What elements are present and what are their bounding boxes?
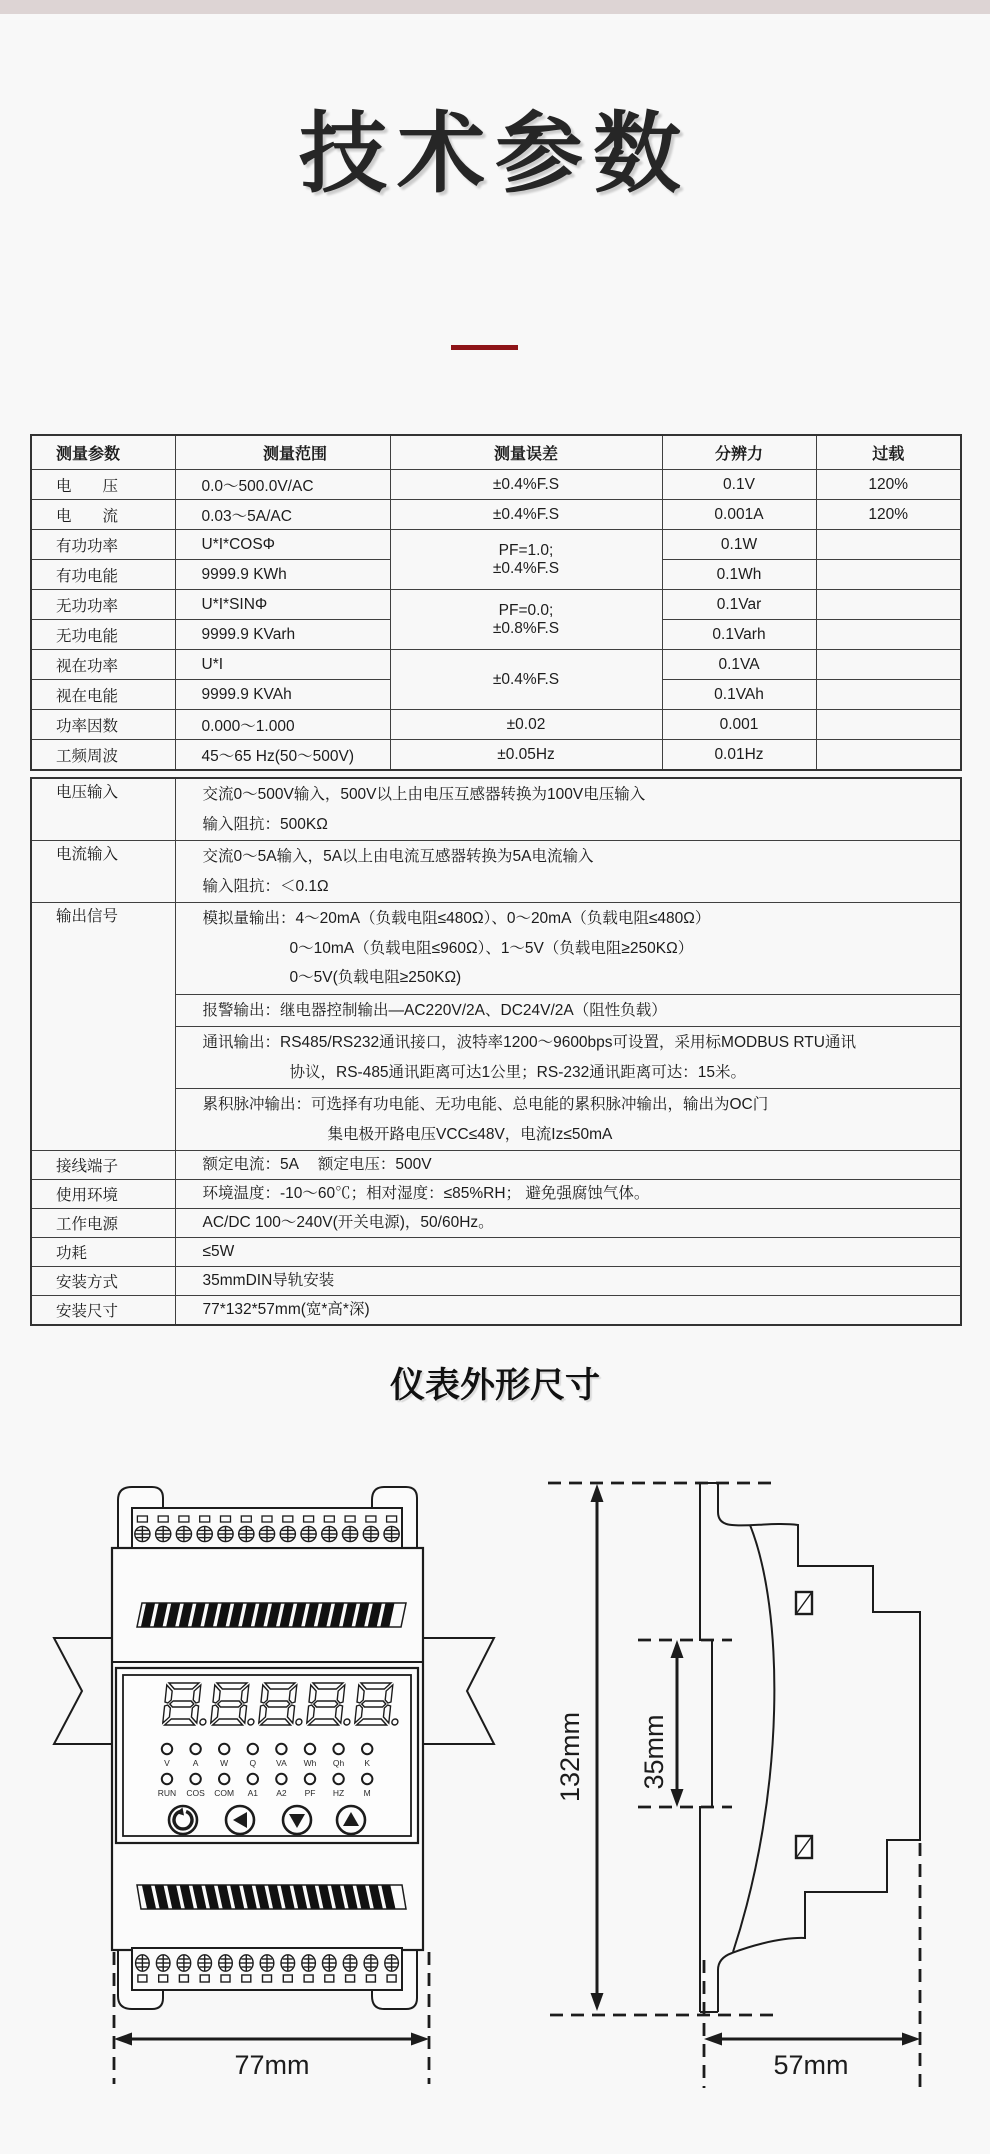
- cell-resolution: 0.1Varh: [662, 620, 816, 650]
- led-label: VA: [276, 1758, 287, 1768]
- spec-line: 输入阻抗：＜0.1Ω: [202, 877, 329, 895]
- cell-spec-value: [175, 841, 961, 903]
- din-rail-stub-left: [54, 1638, 112, 1744]
- cell-spec-value: [175, 903, 961, 995]
- spec-line: 累积脉冲输出：可选择有功电能、无功电能、总电能的累积脉冲输出，输出为OC门: [202, 1096, 769, 1113]
- led-label: K: [364, 1758, 371, 1768]
- cell-overload: [816, 650, 961, 680]
- error-line: PF=1.0;: [498, 541, 554, 559]
- cell-resolution: 0.1W: [662, 530, 816, 560]
- cell-spec-value: [175, 994, 961, 1027]
- cell-spec-label: 功耗: [31, 1238, 175, 1267]
- cell-range: U*I*SINΦ: [175, 590, 390, 620]
- cell-overload: 120%: [816, 470, 961, 500]
- cell-spec-label: 使用环境: [31, 1180, 175, 1209]
- width-dim-label: 77mm: [234, 2050, 310, 2080]
- cell-range: U*I: [175, 650, 390, 680]
- spec-line: 额定电流：5A 额定电压：500V: [202, 1156, 432, 1173]
- table-row: [31, 470, 961, 500]
- cell-resolution: 0.1Var: [662, 590, 816, 620]
- led-label: M: [363, 1788, 371, 1798]
- table-row: [31, 1151, 961, 1180]
- table-row: [31, 841, 961, 903]
- din-rail-stub-right: [423, 1638, 494, 1744]
- front-view: [54, 1487, 494, 2084]
- cell-overload: [816, 620, 961, 650]
- clip-window-bottom: [796, 1836, 812, 1858]
- cell-range: 9999.9 KVAh: [175, 680, 390, 710]
- height-dim-label: 132mm: [555, 1711, 585, 1803]
- table-row: [31, 1180, 961, 1209]
- table-row: [31, 1296, 961, 1326]
- table-row: [31, 740, 961, 771]
- rail-dim-label: 35mm: [639, 1714, 669, 1790]
- cell-resolution: 0.1VA: [662, 650, 816, 680]
- cell-spec-value: [175, 1267, 961, 1296]
- led-label: Wh: [303, 1758, 317, 1768]
- led-label: RUN: [157, 1788, 177, 1798]
- table-row: [31, 710, 961, 740]
- led-label: COM: [214, 1788, 235, 1798]
- col-header-range: 测量范围: [175, 435, 390, 470]
- page-title: 技术参数: [298, 104, 691, 203]
- cell-spec-label: 安装方式: [31, 1267, 175, 1296]
- led-label: A1: [247, 1788, 259, 1798]
- cell-spec-label: 电压输入: [31, 778, 175, 841]
- table-row: [31, 500, 961, 530]
- cell-spec-value: [175, 1151, 961, 1180]
- spec-line: 0～10mA（负载电阻≤960Ω）、1～5V（负载电阻≥250KΩ）: [289, 939, 694, 957]
- cell-error: ±0.4%F.S: [390, 500, 662, 530]
- cell-spec-value: [175, 1238, 961, 1267]
- table-row: [31, 903, 961, 995]
- led-label: PF: [304, 1788, 316, 1798]
- cell-resolution: 0.1V: [662, 470, 816, 500]
- cell-spec-value: [175, 1027, 961, 1089]
- cell-spec-label: 电流输入: [31, 841, 175, 903]
- table-header-row: [31, 435, 961, 470]
- spec-line: 集电极开路电压VCC≤48V，电流Iz≤50mA: [327, 1125, 613, 1143]
- bottom-terminal-block: [132, 1948, 402, 1990]
- cell-param: 视在电能: [31, 680, 175, 710]
- error-line: ±0.8%F.S: [492, 619, 560, 637]
- cell-resolution: 0.001: [662, 710, 816, 740]
- cell-spec-value: [175, 1089, 961, 1151]
- cell-overload: [816, 710, 961, 740]
- cell-param: 无功功率: [31, 590, 175, 620]
- cell-overload: [816, 560, 961, 590]
- spec-line: 0～5V(负载电阻≥250KΩ): [289, 969, 462, 986]
- top-terminal-block: [132, 1508, 402, 1548]
- led-label: HZ: [332, 1788, 345, 1798]
- cell-error: ±0.02: [390, 710, 662, 740]
- display-panel: [116, 1668, 418, 1843]
- spec-line: AC/DC 100～240V(开关电源)，50/60Hz。: [202, 1214, 494, 1231]
- cell-param: 有功功率: [31, 530, 175, 560]
- table-row: [31, 1267, 961, 1296]
- spec-line: 报警输出：继电器控制输出—AC220V/2A、DC24V/2A（阻性负载）: [202, 1001, 667, 1019]
- cell-spec-label: 工作电源: [31, 1209, 175, 1238]
- cell-param: 视在功率: [31, 650, 175, 680]
- cell-param: 工频周波: [31, 740, 175, 771]
- io-spec-table: [30, 777, 962, 1326]
- cell-spec-value: [175, 778, 961, 841]
- error-line: ±0.4%F.S: [492, 559, 560, 577]
- side-profile-body: [718, 1483, 920, 2012]
- cell-resolution: 0.001A: [662, 500, 816, 530]
- led-label: Qh: [332, 1758, 345, 1768]
- cell-overload: 120%: [816, 500, 961, 530]
- led-label: COS: [186, 1788, 205, 1798]
- table-row: [31, 1238, 961, 1267]
- led-label: A: [192, 1758, 199, 1768]
- dim-rail-35mm: [638, 1640, 732, 1807]
- table-row: [31, 778, 961, 841]
- cell-range: 0.03～5A/AC: [175, 500, 390, 530]
- spec-line: 交流0～500V输入，500V以上由电压互感器转换为100V电压输入: [202, 786, 646, 803]
- cell-spec-label: 接线端子: [31, 1151, 175, 1180]
- cell-spec-value: [175, 1180, 961, 1209]
- side-view: [548, 1483, 920, 2088]
- cell-error: ±0.4%F.S: [390, 470, 662, 500]
- col-header-error: 测量误差: [390, 435, 662, 470]
- cell-range: 0.000～1.000: [175, 710, 390, 740]
- top-strip: [0, 0, 990, 14]
- cell-range: U*I*COSΦ: [175, 530, 390, 560]
- cell-resolution: 0.01Hz: [662, 740, 816, 771]
- led-label: A2: [276, 1788, 287, 1798]
- side-profile-back: [700, 1483, 718, 2012]
- cell-spec-label: 安装尺寸: [31, 1296, 175, 1326]
- led-label: V: [164, 1758, 170, 1768]
- dimension-diagram: [30, 1440, 960, 2140]
- cell-range: 45～65 Hz(50～500V): [175, 740, 390, 771]
- spec-line: 77*132*57mm(宽*高*深): [202, 1301, 370, 1318]
- col-header-overload: 过载: [816, 435, 961, 470]
- depth-dim-label: 57mm: [773, 2050, 849, 2080]
- led-label: Q: [249, 1758, 257, 1768]
- cell-error-merged: [390, 590, 662, 650]
- spec-line: 协议，RS-485通讯距离可达1公里；RS-232通讯距离可达：15米。: [289, 1063, 746, 1081]
- cell-param: 电 压: [31, 470, 175, 500]
- spec-line: 输入阻抗：500KΩ: [202, 815, 328, 833]
- spec-line: 环境温度：-10～60℃；相对湿度：≤85%RH； 避免强腐蚀气体。: [202, 1185, 650, 1202]
- spec-line: ≤5W: [202, 1243, 235, 1260]
- spec-line: 35mmDIN导轨安装: [202, 1272, 335, 1289]
- col-header-resolution: 分辨力: [662, 435, 816, 470]
- cell-param: 无功电能: [31, 620, 175, 650]
- title-divider: [451, 345, 518, 350]
- cell-error-merged: [390, 530, 662, 590]
- cell-overload: [816, 680, 961, 710]
- cell-spec-value: [175, 1209, 961, 1238]
- table-row: [31, 650, 961, 680]
- error-line: PF=0.0;: [498, 601, 554, 619]
- cell-error: ±0.05Hz: [390, 740, 662, 771]
- cell-range: 9999.9 KVarh: [175, 620, 390, 650]
- cell-overload: [816, 530, 961, 560]
- spec-line: 通讯输出：RS485/RS232通讯接口，波特率1200～9600bps可设置，采用标MODBUS RTU通讯: [202, 1034, 856, 1051]
- section-title-dimensions: 仪表外形尺寸: [389, 1366, 600, 1405]
- measurement-parameters-table: [30, 434, 962, 771]
- col-header-param: 测量参数: [31, 435, 175, 470]
- cell-range: 9999.9 KWh: [175, 560, 390, 590]
- cell-resolution: 0.1Wh: [662, 560, 816, 590]
- cell-range: 0.0～500.0V/AC: [175, 470, 390, 500]
- cell-spec-value: [175, 1296, 961, 1326]
- cell-param: 有功电能: [31, 560, 175, 590]
- cell-resolution: 0.1VAh: [662, 680, 816, 710]
- table-row: [31, 530, 961, 560]
- table-row: [31, 1209, 961, 1238]
- table-row: [31, 590, 961, 620]
- cell-error-merged: ±0.4%F.S: [390, 650, 662, 710]
- spec-line: 交流0～5A输入，5A以上由电流互感器转换为5A电流输入: [202, 848, 594, 865]
- cell-param: 电 流: [31, 500, 175, 530]
- cell-overload: [816, 740, 961, 771]
- spec-line: 模拟量输出：4～20mA（负载电阻≤480Ω）、0～20mA（负载电阻≤480Ω）: [202, 910, 711, 927]
- cell-overload: [816, 590, 961, 620]
- side-profile-curve: [733, 1525, 774, 1952]
- clip-window-top: [796, 1592, 812, 1614]
- cell-param: 功率因数: [31, 710, 175, 740]
- cell-spec-label: 输出信号: [31, 903, 175, 1151]
- led-label: W: [220, 1758, 229, 1768]
